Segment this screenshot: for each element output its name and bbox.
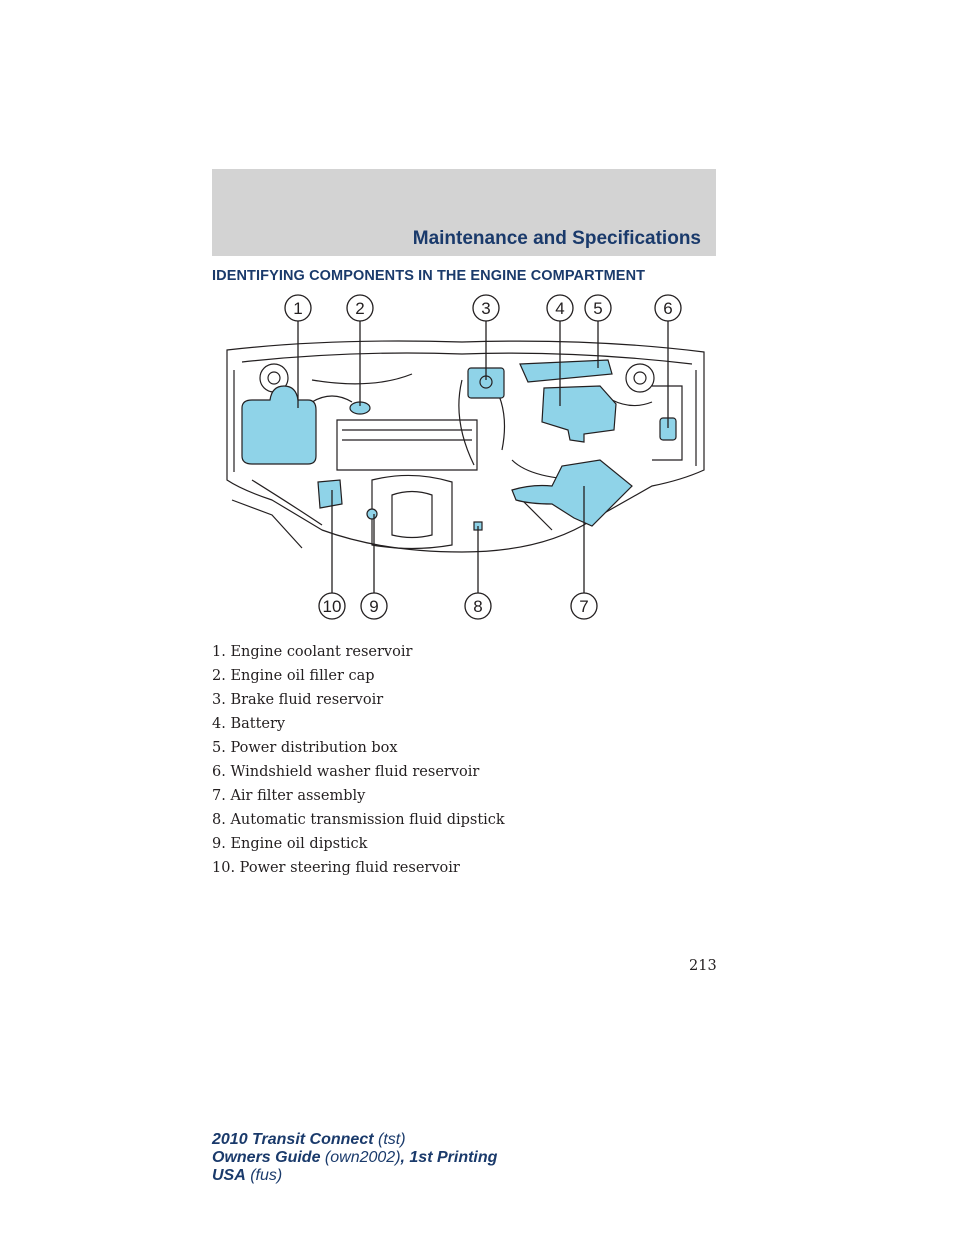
callout-label-9: 9 (369, 597, 379, 616)
legend-item: 5. Power distribution box (212, 740, 398, 756)
legend-item: 6. Windshield washer fluid reservoir (212, 764, 480, 780)
footer-printing: , 1st Printing (400, 1149, 498, 1166)
callout-label-7: 7 (579, 597, 589, 616)
battery-shape (542, 386, 616, 442)
footer-line-3 (212, 1167, 497, 1185)
footer-market-code: (fus) (245, 1167, 283, 1184)
callout-label-6: 6 (663, 299, 673, 318)
legend-item: 9. Engine oil dipstick (212, 836, 368, 852)
footer-line-2 (212, 1149, 497, 1167)
legend-item: 1. Engine coolant reservoir (212, 644, 413, 660)
legend-item: 10. Power steering fluid reservoir (212, 860, 460, 876)
callout-label-8: 8 (473, 597, 483, 616)
callout-label-1: 1 (293, 299, 303, 318)
callout-label-4: 4 (555, 299, 565, 318)
page-number: 213 (689, 958, 717, 974)
coolant-reservoir-shape (242, 386, 316, 464)
callout-label-3: 3 (481, 299, 491, 318)
component-highlights (242, 360, 676, 530)
callout-label-5: 5 (593, 299, 603, 318)
footer-line-1 (212, 1131, 497, 1149)
legend-item: 4. Battery (212, 716, 286, 732)
document-footer (212, 1131, 497, 1185)
power-steering-reservoir-shape (318, 480, 342, 508)
legend-item: 3. Brake fluid reservoir (212, 692, 384, 708)
air-filter-assembly-shape (512, 460, 632, 526)
leader-lines (298, 321, 668, 594)
oil-dipstick-handle-shape (367, 509, 377, 519)
component-legend (212, 640, 505, 880)
callout-label-2: 2 (355, 299, 365, 318)
section-title: Maintenance and Specifications (412, 228, 701, 249)
footer-model: 2010 Transit Connect (212, 1131, 374, 1148)
footer-model-code: (tst) (373, 1131, 406, 1148)
section-heading: IDENTIFYING COMPONENTS IN THE ENGINE COMPARTMENT (212, 268, 646, 284)
footer-guide-code: (own2002) (320, 1149, 401, 1166)
callout-label-10: 10 (322, 597, 342, 616)
header-band (212, 169, 716, 256)
legend-item: 7. Air filter assembly (212, 788, 366, 804)
footer-guide: Owners Guide (212, 1149, 321, 1166)
footer-market: USA (212, 1167, 246, 1184)
engine-compartment-diagram (212, 290, 716, 626)
legend-item: 2. Engine oil filler cap (212, 668, 375, 684)
legend-item: 8. Automatic transmission fluid dipstick (212, 812, 505, 828)
